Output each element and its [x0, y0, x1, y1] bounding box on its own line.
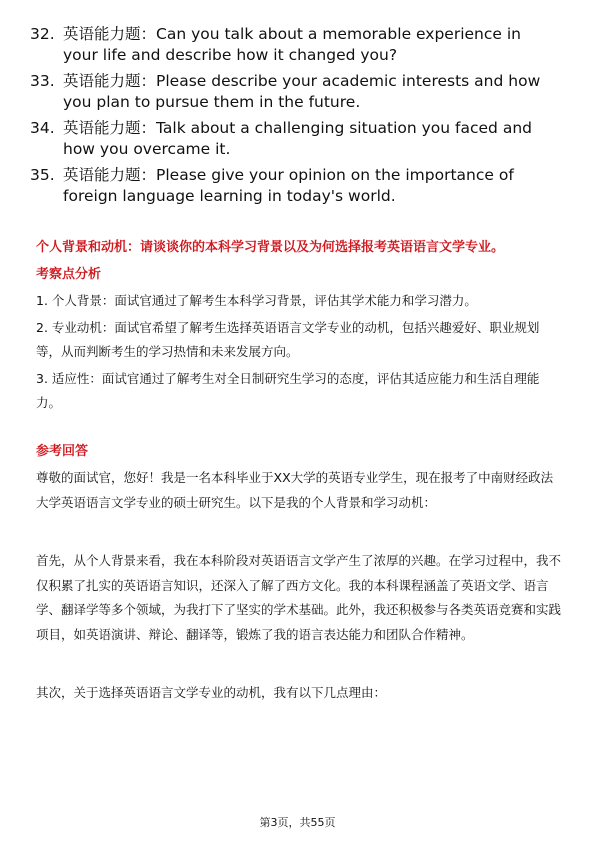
analysis-heading: 考察点分析 [36, 267, 102, 282]
reference-paragraph: 首先，从个人背景来看，我在本科阶段对英语语言文学产生了浓厚的兴趣。在学习过程中，我不仅积累了扎实的英语语言知识，还深入了解了西方文化。我的本科课程涵盖了英语文学、语言学、翻译学等多个领域，为我打下了坚实的学术基础。此外，我还积极参与各类英语竞赛和实践项目，如英语演讲、辩论、翻译等，锻炼了我的语言表达能力和团队合作精神。 [36, 553, 562, 642]
analysis-point: 2. 专业动机：面试官希望了解考生选择英语语言文学专业的动机，包括兴趣爱好、职业规划等，从而判断考生的学习热情和未来发展方向。 [36, 320, 540, 359]
question-text: 英语能力题：Can you talk about a memorable experience in your life and describe how it changed you? [63, 25, 521, 64]
question-number: 33. [30, 72, 55, 90]
topic-section [36, 238, 561, 258]
question-text: 英语能力题：Please give your opinion on the importance of foreign language learning in today's world. [63, 166, 514, 205]
analysis-section [36, 265, 561, 415]
analysis-point: 3. 适应性：面试官通过了解考生对全日制研究生学习的态度，评估其适应能力和生活自理能力。 [36, 371, 540, 410]
reference-paragraph: 其次，关于选择英语语言文学专业的动机，我有以下几点理由： [36, 685, 387, 700]
question-item [30, 165, 550, 207]
question-item [30, 118, 550, 160]
reference-section [36, 442, 561, 706]
question-text: 英语能力题：Talk about a challenging situation you faced and how you overcame it. [63, 119, 532, 158]
analysis-point: 1. 个人背景：面试官通过了解考生本科学习背景，评估其学术能力和学习潜力。 [36, 293, 477, 308]
topic-heading: 个人背景和动机：请谈谈你的本科学习背景以及为何选择报考英语语言文学专业。 [36, 240, 505, 255]
question-list [30, 24, 550, 212]
question-item [30, 24, 550, 66]
question-number: 35. [30, 166, 55, 184]
reference-paragraph: 尊敬的面试官，您好！我是一名本科毕业于XX大学的英语专业学生，现在报考了中南财经政法大学英语语言文学专业的硕士研究生。以下是我的个人背景和学习动机： [36, 470, 554, 510]
question-text: 英语能力题：Please describe your academic interests and how you plan to pursue them in the future. [63, 72, 541, 111]
page-footer: 第3页，共55页 [259, 816, 336, 829]
reference-heading: 参考回答 [36, 444, 89, 459]
question-number: 34. [30, 119, 55, 137]
question-number: 32. [30, 25, 55, 43]
question-item [30, 71, 550, 113]
